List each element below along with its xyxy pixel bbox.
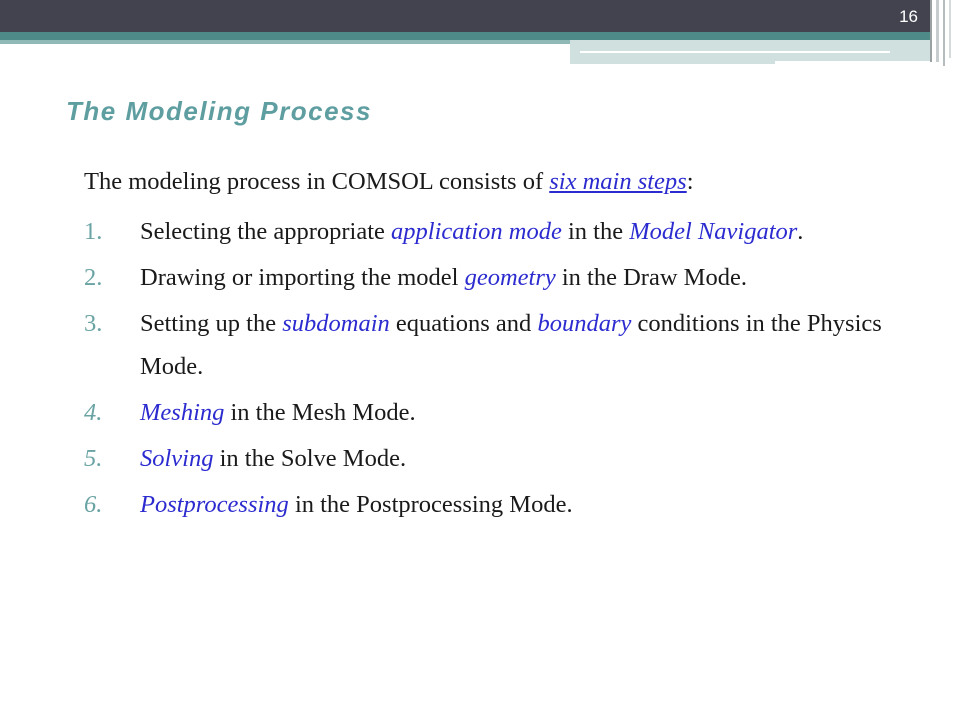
intro-text [84, 168, 694, 196]
highlight-term: boundary [537, 310, 632, 337]
header-teal-light-bar [0, 40, 570, 44]
step-number: 2. [84, 264, 103, 291]
highlight-term: subdomain [282, 310, 390, 337]
step-item-1 [84, 210, 914, 253]
highlight-term: geometry [464, 264, 556, 291]
header-white-line [580, 51, 890, 53]
step-text: in the Draw Mode. [555, 264, 747, 291]
highlight-term: Model Navigator [629, 218, 798, 245]
step-text: in the Postprocessing Mode. [288, 491, 573, 518]
intro-after: : [686, 168, 694, 195]
slide-title: The Modeling Process [66, 96, 372, 126]
step-item-2 [84, 256, 914, 299]
step-number: 3. [84, 310, 103, 337]
highlight-term: Solving [140, 445, 214, 472]
step-number: 4. [84, 399, 103, 426]
step-text: Drawing or importing the model [140, 264, 465, 291]
step-number: 6. [84, 491, 103, 518]
header-white-line-2 [775, 61, 930, 64]
highlight-term: application mode [391, 218, 562, 245]
step-item-4 [84, 391, 914, 434]
header-dark-bar [0, 0, 930, 32]
step-text: in the [561, 218, 630, 245]
step-text: equations and [389, 310, 538, 337]
step-text: in the Mesh Mode. [224, 399, 416, 426]
step-item-3 [84, 302, 914, 388]
step-text: in the Solve Mode. [213, 445, 407, 472]
highlight-term: Postprocessing [140, 491, 289, 518]
page-number: 16 [899, 7, 918, 26]
step-text: conditions in the Physics Mode. [140, 310, 882, 380]
header-vertical-line [930, 0, 932, 62]
steps-list [84, 210, 914, 529]
step-text: Setting up the [140, 310, 283, 337]
step-number: 5. [84, 445, 103, 472]
highlight-term: Meshing [140, 399, 225, 426]
step-text: . [797, 218, 804, 245]
step-item-6 [84, 483, 914, 526]
header-teal-bar [0, 32, 930, 40]
step-item-5 [84, 437, 914, 480]
step-text: Selecting the appropriate [140, 218, 392, 245]
header-vertical-line [936, 0, 939, 62]
step-number: 1. [84, 218, 103, 245]
header-vertical-line [949, 0, 951, 58]
six-main-steps-link[interactable]: six main steps [549, 168, 687, 195]
intro-before: The modeling process in COMSOL consists of [84, 168, 550, 195]
header-vertical-line [943, 0, 945, 66]
